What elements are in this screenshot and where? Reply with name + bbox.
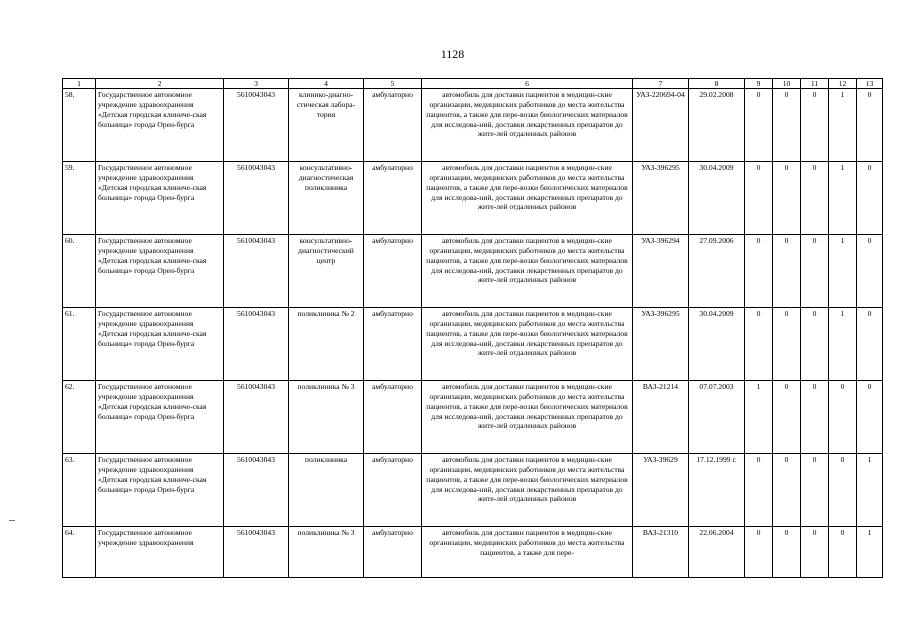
date-cell: 29.02.2008: [689, 89, 745, 162]
care-mode-cell: амбулаторно: [364, 308, 422, 381]
column-number: 3: [224, 79, 289, 89]
department-cell: поликлиника № 3: [289, 527, 364, 578]
department-cell: клинико-диагно-стическая лабора-тория: [289, 89, 364, 162]
care-mode-cell: амбулаторно: [364, 381, 422, 454]
date-cell: 30.04.2009: [689, 308, 745, 381]
count-cell: 0: [745, 89, 773, 162]
count-cell: 0: [857, 381, 883, 454]
column-number: 1: [63, 79, 96, 89]
care-mode-cell: амбулаторно: [364, 235, 422, 308]
column-number: 7: [633, 79, 689, 89]
column-number: 10: [773, 79, 801, 89]
purpose-cell: автомобиль для доставки пациентов в медицин-ские организации, медицинских работников до места жительства пациентов, а также для пере-возки биологических материалов для исследова-ний, доставки лекарственных препаратов до жите-лей отдаленных районов: [422, 308, 633, 381]
count-cell: 0: [801, 162, 829, 235]
count-cell: 0: [773, 235, 801, 308]
count-cell: 0: [857, 235, 883, 308]
purpose-cell: автомобиль для доставки пациентов в медицин-ские организации, медицинских работников до места жительства пациентов, а также для пере-возки биологических материалов для исследова-ний, доставки лекарственных препаратов до жите-лей отдаленных районов: [422, 235, 633, 308]
department-cell: поликлиника № 2: [289, 308, 364, 381]
inn-cell: 5610043043: [224, 162, 289, 235]
inn-cell: 5610043043: [224, 381, 289, 454]
count-cell: 1: [829, 235, 857, 308]
vehicle-model-cell: ВАЗ-21214: [633, 381, 689, 454]
row-number-cell: 64.: [63, 527, 96, 578]
vehicle-model-cell: УАЗ-396295: [633, 162, 689, 235]
column-number: 9: [745, 79, 773, 89]
count-cell: 1: [829, 308, 857, 381]
column-number: 13: [857, 79, 883, 89]
count-cell: 1: [857, 527, 883, 578]
inn-cell: 5610043043: [224, 308, 289, 381]
count-cell: 0: [829, 527, 857, 578]
page-number: 1128: [440, 47, 465, 61]
department-cell: консультативно-диагностический центр: [289, 235, 364, 308]
care-mode-cell: амбулаторно: [364, 162, 422, 235]
date-cell: 27.09.2006: [689, 235, 745, 308]
organization-cell: Государственное автономное учреждение здравоохранения «Детская городская клиниче-ская больница» города Орен-бурга: [96, 89, 224, 162]
column-number: 11: [801, 79, 829, 89]
count-cell: 0: [745, 308, 773, 381]
count-cell: 0: [745, 162, 773, 235]
row-number-cell: 63.: [63, 454, 96, 527]
inn-cell: 5610043043: [224, 235, 289, 308]
count-cell: 0: [857, 89, 883, 162]
table-row: [63, 527, 883, 578]
count-cell: 0: [801, 89, 829, 162]
column-number: 12: [829, 79, 857, 89]
count-cell: 1: [745, 381, 773, 454]
vehicle-register-table: [62, 78, 883, 578]
department-cell: поликлиника № 3: [289, 381, 364, 454]
count-cell: 0: [773, 381, 801, 454]
count-cell: 0: [773, 527, 801, 578]
count-cell: 0: [773, 89, 801, 162]
vehicle-model-cell: УАЗ-396295: [633, 308, 689, 381]
count-cell: 0: [829, 454, 857, 527]
department-cell: поликлиника: [289, 454, 364, 527]
count-cell: 0: [829, 381, 857, 454]
table-row: [63, 235, 883, 308]
care-mode-cell: амбулаторно: [364, 89, 422, 162]
column-number: 6: [422, 79, 633, 89]
date-cell: 17.12.1999 г.: [689, 454, 745, 527]
count-cell: 0: [801, 308, 829, 381]
table-row: [63, 308, 883, 381]
row-number-cell: 59.: [63, 162, 96, 235]
organization-cell: Государственное автономное учреждение здравоохранения: [96, 527, 224, 578]
vehicle-model-cell: УАЗ-220694-04: [633, 89, 689, 162]
count-cell: 0: [801, 527, 829, 578]
scan-mark: [9, 520, 15, 521]
purpose-cell: автомобиль для доставки пациентов в медицин-ские организации, медицинских работников до места жительства пациентов, а также для пере-возки биологических материалов для исследова-ний, доставки лекарственных препаратов до жите-лей отдаленных районов: [422, 162, 633, 235]
count-cell: 0: [857, 308, 883, 381]
count-cell: 0: [773, 454, 801, 527]
count-cell: 1: [857, 454, 883, 527]
purpose-cell: автомобиль для доставки пациентов в медицин-ские организации, медицинских работников до места жительства пациентов, а также для пере-возки биологических материалов для исследова-ний, доставки лекарственных препаратов до жите-лей отдаленных районов: [422, 89, 633, 162]
table-row: [63, 162, 883, 235]
inn-cell: 5610043043: [224, 89, 289, 162]
count-cell: 0: [773, 308, 801, 381]
organization-cell: Государственное автономное учреждение здравоохранения «Детская городская клиниче-ская больница» города Орен-бурга: [96, 454, 224, 527]
row-number-cell: 61.: [63, 308, 96, 381]
row-number-cell: 60.: [63, 235, 96, 308]
row-number-cell: 62.: [63, 381, 96, 454]
date-cell: 07.07.2003: [689, 381, 745, 454]
count-cell: 0: [745, 527, 773, 578]
column-number: 5: [364, 79, 422, 89]
care-mode-cell: амбулаторно: [364, 454, 422, 527]
count-cell: 1: [829, 162, 857, 235]
inn-cell: 5610043043: [224, 527, 289, 578]
purpose-cell: автомобиль для доставки пациентов в медицин-ские организации, медицинских работников до места жительства пациентов, а также для пере-: [422, 527, 633, 578]
count-cell: 0: [801, 381, 829, 454]
inn-cell: 5610043043: [224, 454, 289, 527]
count-cell: 1: [829, 89, 857, 162]
date-cell: 30.04.2009: [689, 162, 745, 235]
care-mode-cell: амбулаторно: [364, 527, 422, 578]
organization-cell: Государственное автономное учреждение здравоохранения «Детская городская клиниче-ская больница» города Орен-бурга: [96, 381, 224, 454]
column-number: 8: [689, 79, 745, 89]
vehicle-model-cell: ВАЗ-21310: [633, 527, 689, 578]
date-cell: 22.06.2004: [689, 527, 745, 578]
count-cell: 0: [801, 235, 829, 308]
count-cell: 0: [745, 235, 773, 308]
count-cell: 0: [857, 162, 883, 235]
table-row: [63, 454, 883, 527]
table-row: [63, 381, 883, 454]
organization-cell: Государственное автономное учреждение здравоохранения «Детская городская клиниче-ская больница» города Орен-бурга: [96, 162, 224, 235]
count-cell: 0: [745, 454, 773, 527]
vehicle-model-cell: УАЗ-396294: [633, 235, 689, 308]
organization-cell: Государственное автономное учреждение здравоохранения «Детская городская клиниче-ская больница» города Орен-бурга: [96, 235, 224, 308]
vehicle-model-cell: УАЗ-39629: [633, 454, 689, 527]
column-number-row: [63, 79, 883, 89]
purpose-cell: автомобиль для доставки пациентов в медицин-ские организации, медицинских работников до места жительства пациентов, а также для пере-возки биологических материалов для исследова-ний, доставки лекарственных препаратов до жите-лей отдаленных районов: [422, 381, 633, 454]
column-number: 2: [96, 79, 224, 89]
organization-cell: Государственное автономное учреждение здравоохранения «Детская городская клиниче-ская больница» города Орен-бурга: [96, 308, 224, 381]
row-number-cell: 58.: [63, 89, 96, 162]
table-row: [63, 89, 883, 162]
column-number: 4: [289, 79, 364, 89]
count-cell: 0: [773, 162, 801, 235]
count-cell: 0: [801, 454, 829, 527]
department-cell: консультативно-диагностическая поликлиника: [289, 162, 364, 235]
purpose-cell: автомобиль для доставки пациентов в медицин-ские организации, медицинских работников до места жительства пациентов, а также для пере-возки биологических материалов для исследова-ний, доставки лекарственных препаратов до жите-лей отдаленных районов: [422, 454, 633, 527]
